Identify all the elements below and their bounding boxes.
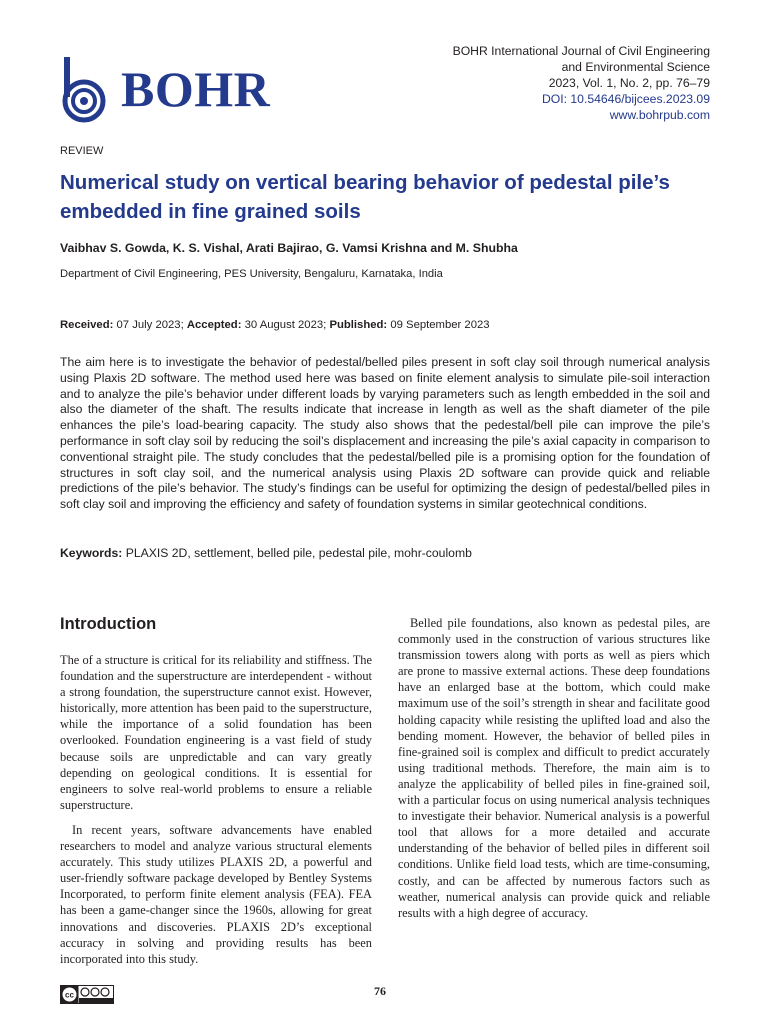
received-date: 07 July 2023;	[116, 319, 184, 331]
cc-license-badge[interactable]	[60, 985, 114, 1004]
author-list: Vaibhav S. Gowda, K. S. Vishal, Arati Bajirao, G. Vamsi Krishna and M. Shubha	[60, 241, 518, 255]
intro-paragraph-1: The of a structure is critical for its reliability and stiffness. The foundation and the superstructure are interdependent - without a strong foundation, the superstructure cannot exist. However, historically, more attention has been paid to the superstructure, while the importance of a solid foundation has been overlooked. Foundation engineering is a vast field of study because soils are unpredictable and can vary greatly depending on geological conditions. It is essential for engineers to solve real-world problems to ensure a reliable superstructure.	[60, 653, 372, 812]
affiliation: Department of Civil Engineering, PES University, Bengaluru, Karnataka, India	[60, 268, 443, 280]
svg-text:cc: cc	[65, 990, 74, 1000]
bohr-logo	[59, 55, 279, 123]
journal-info	[453, 43, 710, 123]
journal-name-line2: and Environmental Science	[561, 60, 710, 74]
accepted-label: Accepted:	[186, 319, 242, 331]
page-number: 76	[374, 984, 386, 998]
keywords	[60, 546, 472, 560]
keywords-list: PLAXIS 2D, settlement, belled pile, pedestal pile, mohr-coulomb	[125, 546, 472, 560]
intro-paragraph-2: In recent years, software advancements have enabled researchers to model and analyze various structural elements accurately. This study utilizes PLAXIS 2D, a powerful and user-friendly software package developed by Bentley Systems Incorporated, to perform finite element analysis (FEA). FEA has been a game-changer since the 1960s, allowing for great innovations and discoveries. PLAXIS 2D’s exceptional accuracy in solving and providing results has been incorporated into this study.	[60, 823, 372, 966]
article-title: Numerical study on vertical bearing behavior of pedestal pile’s embedded in fine grained soils	[60, 171, 670, 223]
published-label: Published:	[329, 319, 388, 331]
introduction-heading: Introduction	[60, 615, 157, 633]
article-type: REVIEW	[60, 145, 104, 157]
logo-wordmark: BOHR	[121, 61, 271, 117]
journal-name-line1: BOHR International Journal of Civil Engineering	[452, 44, 710, 58]
journal-volume: 2023, Vol. 1, No. 2, pp. 76–79	[548, 76, 710, 90]
cc-by-nc-nd-icon	[60, 985, 114, 1004]
received-label: Received:	[60, 319, 114, 331]
doi-link[interactable]: DOI: 10.54646/bijcees.2023.09	[541, 92, 710, 106]
intro-paragraph-3: Belled pile foundations, also known as pedestal piles, are commonly used in the construction of various structures like transmission towers along with ports as well as piers which are prone to massive external actions. These deep foundations have an enlarged base at the bottom, which could make maximum use of the soil’s strength in shear and facilitate good holding capacity while resisting the uplifted load and also the bending moment. However, the behavior of belled piles in fine-grained soil is complex and difficult to predict accurately using traditional methods. Therefore, the main aim is to analyze the applicability of belled piles in fine-grained soil, with a particular focus on using numerical analysis techniques to investigate their behavior. Numerical analysis is a powerful tool that allows for a more detailed and accurate understanding of the behavior of belled piles in different soil conditions. Unlike field load tests, which are time-consuming, costly, and can be affected by numerous factors such as weather, numerical analysis can provide quick and reliable results with a high degree of accuracy.	[398, 616, 710, 920]
abstract: The aim here is to investigate the behavior of pedestal/belled piles present in soft clay soil through numerical analysis using Plaxis 2D software. The method used here was based on finite element analysis to simulate pile-soil interaction and to analyze the pile’s behavior under different loads by varying parameters such as length embedded in the soil and also the diameter of the shaft. The results indicate that increase in length as well as the shaft diameter of the pile enhances the pile’s load-bearing capacity. The study also shows that the pedestal/bell pile can improve the pile’s performance in soft clay soil by reducing the soil’s displacement and increasing the pile’s axial capacity in comparison to conventional straight pile. The study concludes that the pedestal/belled pile is a promising option for the foundation of structures in soft clay soil, and the numerical analysis using Plaxis 2D software can provide quick and reliable predictions of the pile’s behavior. The study’s findings can be useful for optimizing the design of pedestal/belled piles in soft clay soil and improving the efficiency and safety of foundation systems in similar geotechnical conditions.	[60, 355, 710, 512]
accepted-date: 30 August 2023;	[244, 319, 327, 331]
keywords-label: Keywords:	[60, 546, 123, 560]
website-link[interactable]: www.bohrpub.com	[609, 108, 710, 122]
bohr-logo-icon	[59, 55, 119, 123]
published-date: 09 September 2023	[390, 319, 490, 331]
publication-dates	[60, 319, 490, 331]
